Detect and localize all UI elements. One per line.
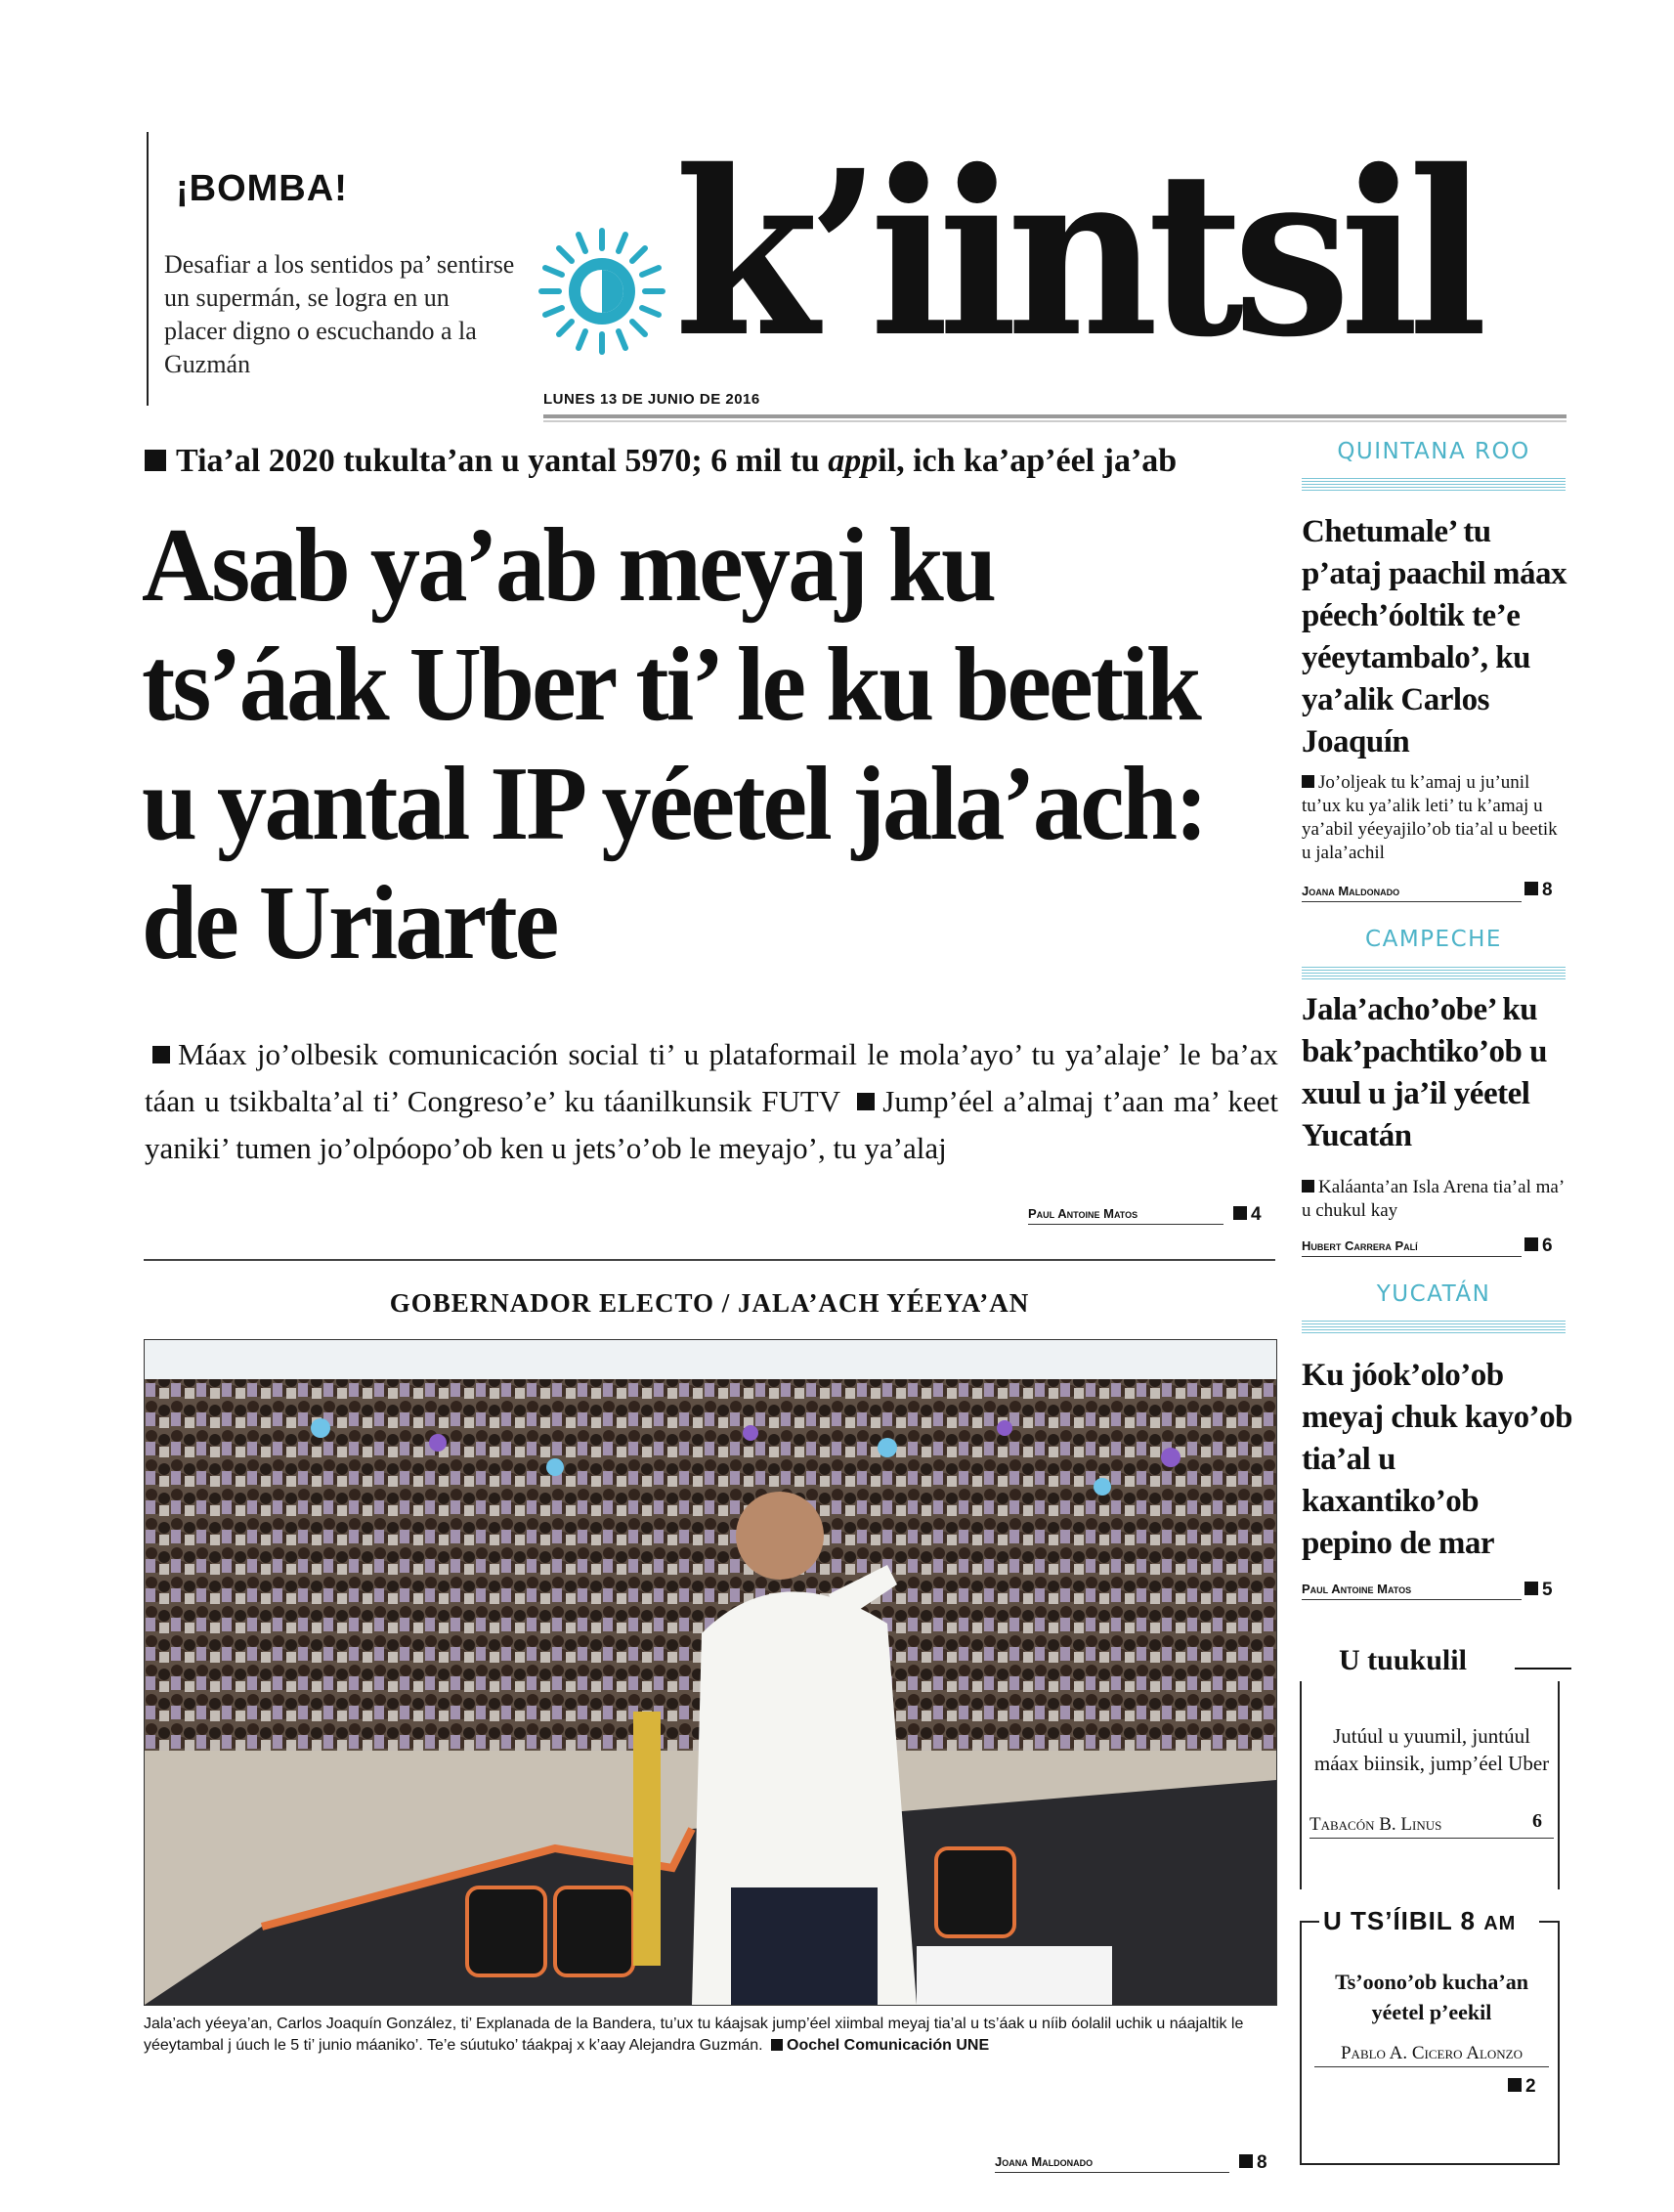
section-rule [1302, 967, 1566, 980]
side-byline-campeche: Hubert Carrera Palí [1302, 1238, 1418, 1253]
opinion-label: U tuukulil [1339, 1644, 1467, 1676]
photo-caption: Jala’ach yéeya’an, Carlos Joaquín González, ti’ Explanada de la Bandera, tu’ux tu káajsak jump’éel xiimbal meyaj tia’al u ts’áak u níib óolalil uchik u náajaltik le yéeytambal j úuch le 5 ti’ junio máaniko’. Te’e súutuko’ táakpaj x k’aay Alejandra Guzmán. Oochel Comunicación UNE [144, 2016, 1244, 2054]
section-rule [1302, 1321, 1566, 1334]
side-byline-quintana-roo: Joana Maldonado [1302, 884, 1400, 898]
byline-rule [1302, 901, 1522, 902]
column-page-ref[interactable]: 2 [1508, 2076, 1536, 2098]
square-bullet-icon [145, 450, 166, 471]
photo-byline: Joana Maldonado [995, 2154, 1094, 2169]
sun-logo-icon [536, 225, 668, 358]
side-headline-quintana-roo[interactable]: Chetumale’ tu p’ataj paachil máax péech’óoltik te’e yéeytambalo’, ku ya’alik Carlos Joaquín [1302, 514, 1567, 759]
square-bullet-icon [152, 1046, 170, 1063]
section-label-yucatan[interactable]: YUCATÁN [1376, 1281, 1491, 1307]
issue-date: LUNES 13 DE JUNIO DE 2016 [543, 391, 760, 408]
main-page-ref[interactable]: 4 [1233, 1204, 1262, 1226]
square-bullet-icon [1233, 1206, 1247, 1220]
column-label: U TS’ÍIBIL 8 AM [1323, 1906, 1517, 1935]
masthead-rule [543, 414, 1567, 418]
main-kicker: Tia’al 2020 tukulta’an u yantal 5970; 6 mil tu appil, ich ka’ap’éel ja’ab [145, 443, 1177, 480]
side-byline-yucatan: Paul Antoine Matos [1302, 1582, 1412, 1596]
column-byline: Pablo A. Cicero Alonzo [1340, 2043, 1524, 2063]
square-bullet-icon [1302, 775, 1314, 788]
bomba-title: ¡BOMBA! [176, 168, 348, 209]
column-text[interactable]: Ts’oono’ob kucha’an yéetel p’eekil [1335, 1970, 1528, 2024]
side-page-ref-quintana-roo[interactable]: 8 [1524, 880, 1553, 901]
opinion-page-ref[interactable]: 6 [1532, 1810, 1542, 1832]
square-bullet-icon [857, 1093, 875, 1110]
section-label-campeche[interactable]: CAMPECHE [1365, 927, 1502, 952]
newspaper-logo: k’iintsil [674, 120, 1478, 387]
opinion-byline: Tabacón B. Linus [1309, 1814, 1442, 1835]
square-bullet-icon [1302, 1180, 1314, 1193]
main-headline[interactable]: Asab ya’ab meyaj ku ts’áak Uber ti’ le ku beetik u yantal IP yéetel jala’ach: de Uriarte [142, 507, 1206, 981]
side-page-ref-yucatan[interactable]: 5 [1524, 1580, 1553, 1601]
masthead-rule-thin [543, 420, 1567, 422]
square-bullet-icon [1239, 2154, 1253, 2168]
byline-rule [1302, 1256, 1522, 1257]
photo-section-label: GOBERNADOR ELECTO / JALA’ACH YÉEYA’AN [389, 1288, 1030, 1318]
byline-rule [1314, 2066, 1549, 2067]
side-headline-campeche[interactable]: Jala’acho’obe’ ku bak’pachtiko’ob u xuul u ja’il yéetel Yucatán [1302, 992, 1548, 1153]
section-divider [144, 1259, 1275, 1261]
photo-credit: Oochel Comunicación UNE [787, 2037, 990, 2054]
square-bullet-icon [1508, 2078, 1522, 2092]
byline-rule [1028, 1224, 1223, 1225]
label-rule [1515, 1668, 1571, 1670]
square-bullet-icon [1524, 882, 1538, 895]
bomba-verse: Desafiar a los sentidos pa’ sentirse un supermán, se logra en un placer digno o escuchando a la Guzmán [164, 250, 515, 378]
section-rule [1302, 478, 1566, 492]
main-subhead: Máax jo’olbesik comunicación social ti’ u plataformail le mola’ayo’ tu ya’alaje’ le ba’ax táan u tsikbalta’al ti’ Congreso’e’ ku táanilkunsik FUTV Jump’éel a’almaj t’aan ma’ keet yaniki’ tumen jo’olpóopo’ob ken u jets’o’ob le meyajo’, tu ya’alaj [145, 1037, 1279, 1165]
opinion-text[interactable]: Jutúul u yuumil, juntúul máax biinsik, jump’éel Uber [1313, 1724, 1550, 1775]
photo-page-ref[interactable]: 8 [1239, 2152, 1267, 2174]
byline-rule [1302, 1599, 1522, 1600]
main-byline: Paul Antoine Matos [1028, 1206, 1138, 1221]
side-sub-campeche: Kaláanta’an Isla Arena tia’al ma’ u chukul kay [1302, 1177, 1564, 1221]
opinion-box [1300, 1672, 1560, 1889]
byline-rule [1309, 1838, 1554, 1839]
section-label-quintana-roo[interactable]: QUINTANA ROO [1337, 439, 1530, 464]
square-bullet-icon [1524, 1237, 1538, 1251]
side-headline-yucatan[interactable]: Ku jóok’olo’ob meyaj chuk kayo’ob tia’al u kaxantiko’ob pepino de mar [1302, 1358, 1573, 1561]
byline-rule [995, 2172, 1229, 2173]
square-bullet-icon [1524, 1582, 1538, 1595]
side-sub-quintana-roo: Jo’oljeak tu k’amaj u ju’unil tu’ux ku ya’alik leti’ tu k’amaj u ya’abil yéeyajilo’ob tia’al u beetik u jala’achil [1302, 772, 1558, 863]
side-page-ref-campeche[interactable]: 6 [1524, 1236, 1553, 1257]
square-bullet-icon [771, 2039, 783, 2051]
crowd-photo[interactable] [144, 1339, 1277, 2006]
